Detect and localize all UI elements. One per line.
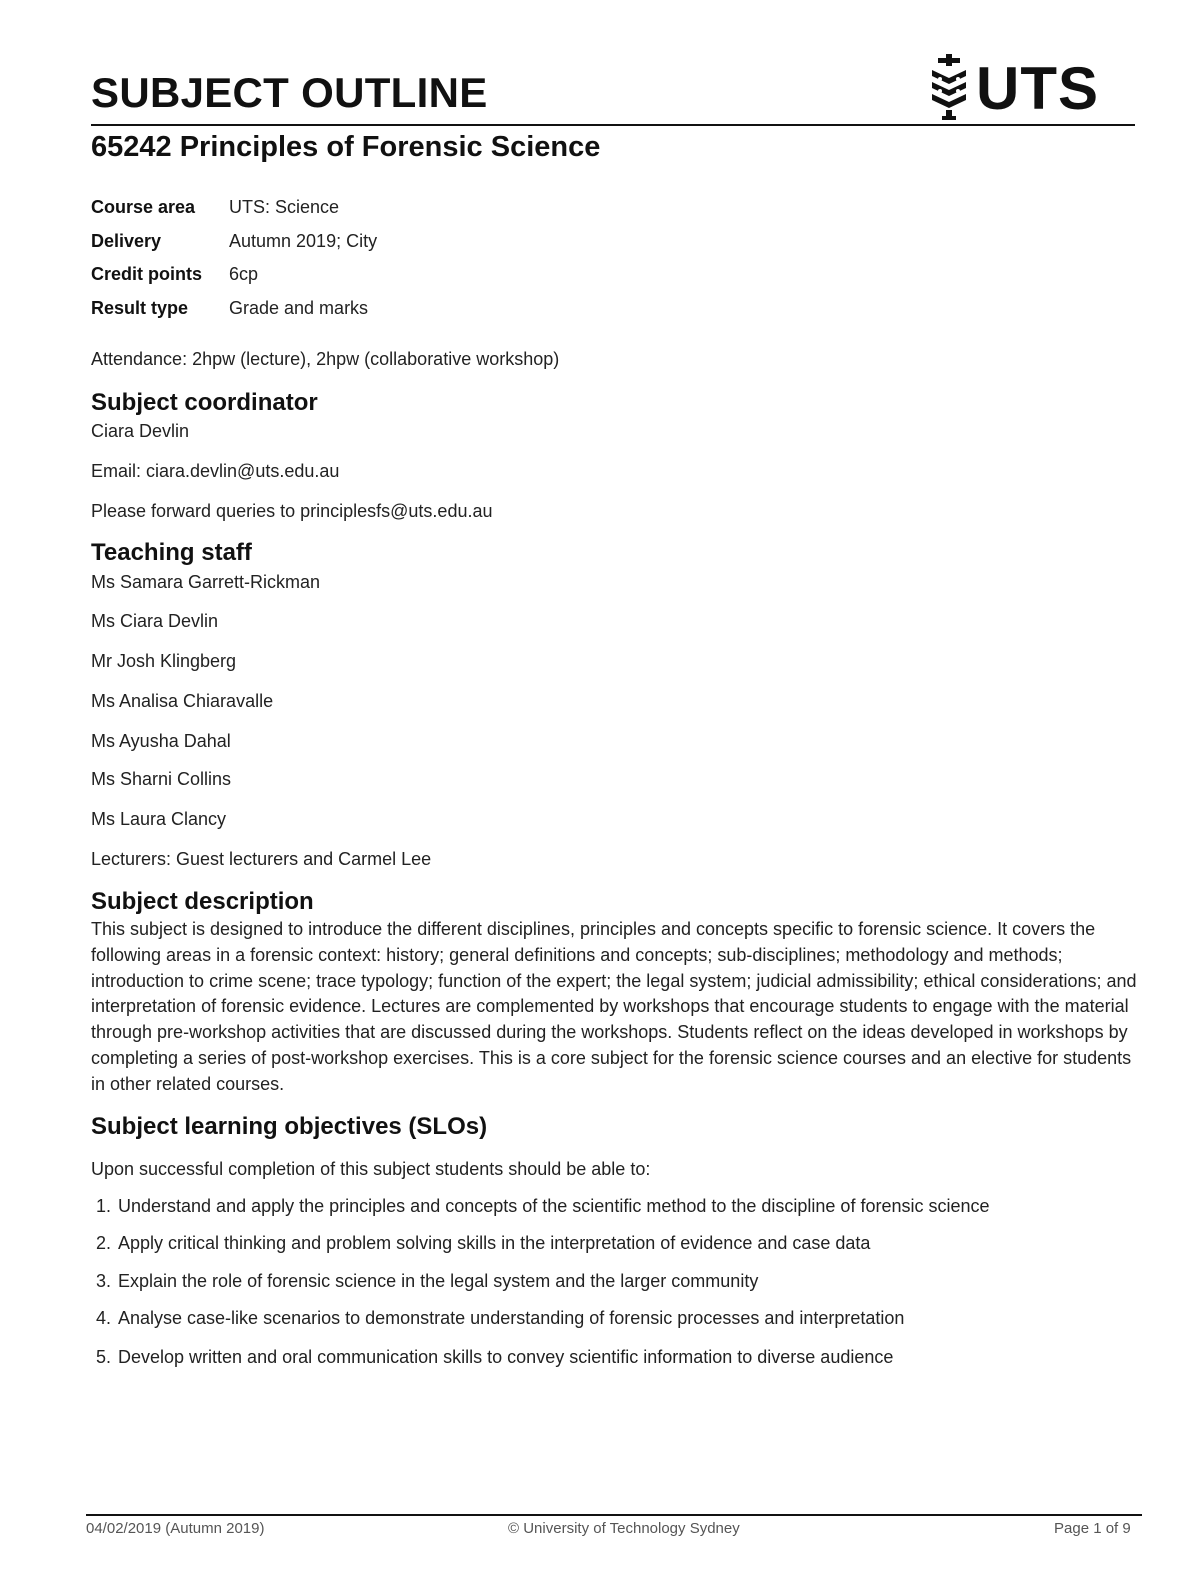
meta-value: Autumn 2019; City	[229, 230, 378, 251]
meta-row-result-type	[91, 295, 377, 329]
slo-number: 4.	[96, 1308, 112, 1328]
list-item	[96, 1193, 990, 1219]
slo-text: Analyse case-like scenarios to demonstrate understanding of forensic processes and interpretation	[118, 1308, 905, 1328]
staff-member: Ms Ayusha Dahal	[91, 731, 231, 751]
slo-intro: Upon successful completion of this subject students should be able to:	[91, 1159, 651, 1179]
list-item	[96, 1305, 904, 1331]
footer-page-number: Page 1 of 9	[1054, 1520, 1131, 1537]
slo-text: Understand and apply the principles and concepts of the scientific method to the discipline of forensic science	[118, 1196, 990, 1216]
subject-meta-table	[91, 194, 377, 328]
meta-row-delivery	[91, 228, 377, 262]
slo-number: 3.	[96, 1271, 112, 1291]
teaching-staff-heading: Teaching staff	[91, 539, 252, 566]
slo-number: 5.	[96, 1347, 112, 1367]
list-item	[96, 1344, 893, 1370]
coordinator-heading: Subject coordinator	[91, 389, 318, 416]
staff-member: Mr Josh Klingberg	[91, 651, 237, 671]
meta-label: Credit points	[91, 264, 202, 285]
footer-date: 04/02/2019 (Autumn 2019)	[86, 1520, 265, 1537]
footer-copyright: © University of Technology Sydney	[508, 1520, 740, 1537]
staff-member: Ms Sharni Collins	[91, 769, 232, 789]
meta-label: Course area	[91, 197, 196, 217]
list-item	[96, 1230, 870, 1256]
slo-heading: Subject learning objectives (SLOs)	[91, 1113, 488, 1140]
description-heading: Subject description	[91, 888, 314, 915]
list-item	[96, 1268, 758, 1294]
slo-text: Explain the role of forensic science in the legal system and the larger community	[118, 1271, 759, 1291]
meta-row-credit-points	[91, 261, 377, 295]
meta-row-course-area	[91, 194, 377, 228]
slo-number: 2.	[96, 1233, 112, 1253]
staff-member: Ms Analisa Chiaravalle	[91, 691, 274, 711]
coordinator-name: Ciara Devlin	[91, 421, 190, 441]
meta-label: Delivery	[91, 230, 162, 251]
meta-value: Grade and marks	[229, 297, 369, 318]
meta-label: Result type	[91, 297, 189, 318]
slo-text: Develop written and oral communication skills to convey scientific information to diverse audience	[118, 1347, 894, 1367]
page-title: SUBJECT OUTLINE	[91, 69, 488, 116]
slo-number: 1.	[96, 1196, 112, 1216]
meta-value: 6cp	[229, 264, 259, 285]
staff-member: Ms Laura Clancy	[91, 809, 227, 829]
slo-text: Apply critical thinking and problem solving skills in the interpretation of evidence and case data	[118, 1233, 871, 1253]
uts-logo	[926, 52, 1099, 124]
staff-member: Ms Samara Garrett-Rickman	[91, 572, 321, 592]
subject-title: 65242 Principles of Forensic Science	[91, 131, 601, 163]
coordinator-email: Email: ciara.devlin@uts.edu.au	[91, 461, 340, 481]
uts-crest-icon	[926, 52, 972, 124]
queries-text: Please forward queries to principlesfs@uts.edu.au	[91, 501, 493, 521]
meta-value: UTS: Science	[229, 197, 340, 217]
uts-logo-text: UTS	[976, 55, 1099, 122]
header-divider	[91, 124, 1135, 126]
attendance-text: Attendance: 2hpw (lecture), 2hpw (collaborative workshop)	[91, 349, 560, 369]
description-text: This subject is designed to introduce the different disciplines, principles and concepts specific to forensic science. It covers the following areas in a forensic context: history; general definitions and concepts; sub-disciplines; methodology and methods; introduction to crime scene; trace typology; function of the expert; the legal system; judicial admissibility; ethical considerations; and interpretation of forensic evidence. Lectures are complemented by workshops that encourage students to engage with the material through pre-workshop activities that are discussed during the workshops. Students reflect on the ideas developed in workshops by completing a series of post-workshop exercises. This is a core subject for the forensic science courses and an elective for students in other related courses.	[91, 919, 1137, 1094]
staff-member: Ms Ciara Devlin	[91, 611, 219, 631]
lecturers-text: Lecturers: Guest lecturers and Carmel Lee	[91, 849, 432, 869]
footer-divider	[86, 1514, 1142, 1516]
